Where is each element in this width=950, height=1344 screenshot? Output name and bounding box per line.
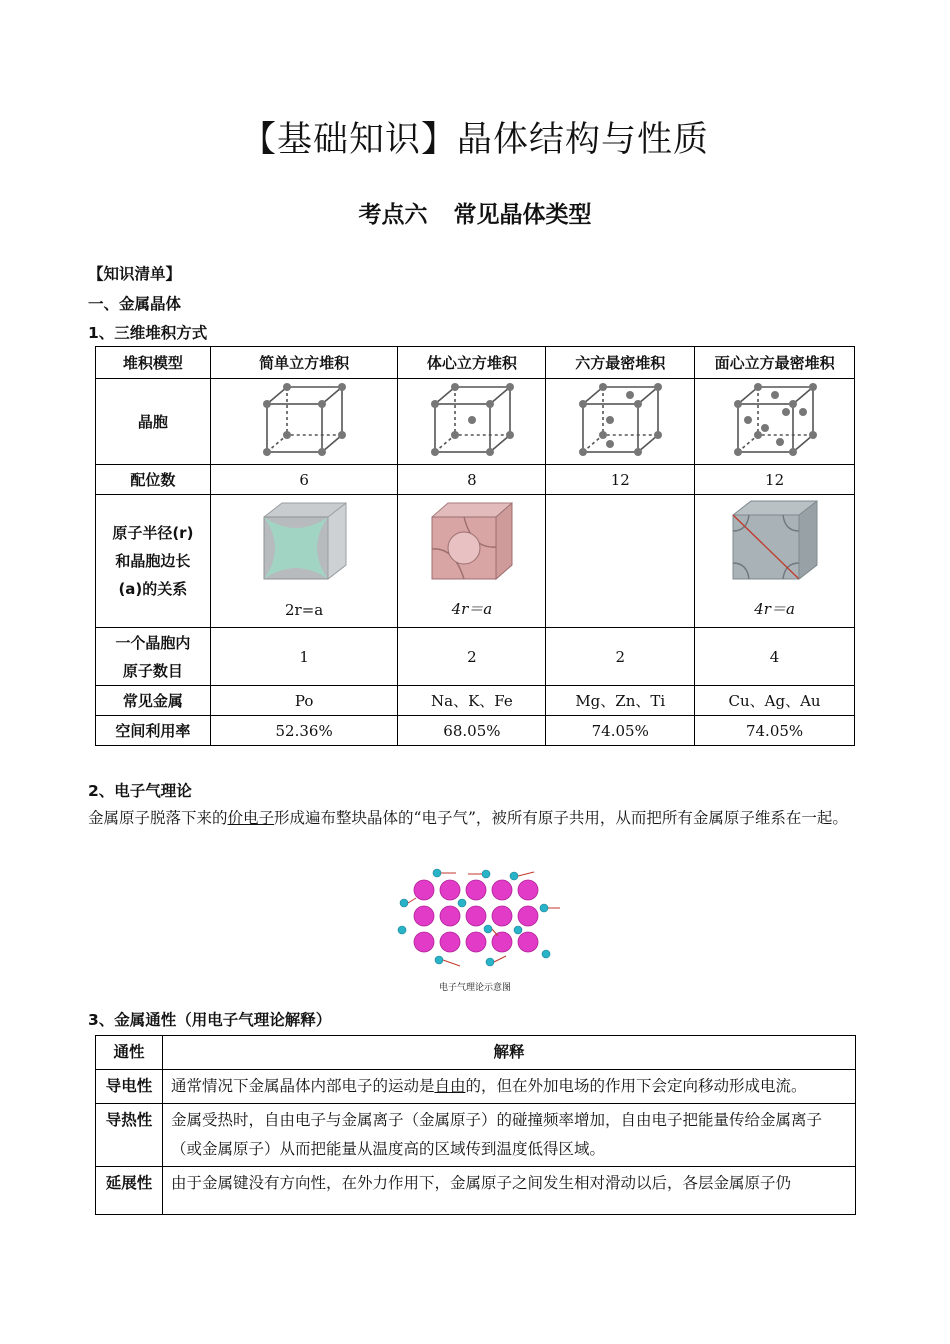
cell-fcc-image bbox=[695, 379, 855, 465]
relation-bcc bbox=[398, 495, 546, 628]
header-fcc: 面心立方最密堆积 bbox=[695, 347, 855, 379]
row-label-space-usage: 空间利用率 bbox=[96, 716, 211, 746]
count-simple-cubic: 1 bbox=[210, 628, 398, 686]
stacking-table bbox=[95, 346, 855, 746]
metal-bcc: Na、K、Fe bbox=[398, 686, 546, 716]
relation-label-line-3: (a)的关系 bbox=[118, 580, 188, 598]
bcc-cell-icon bbox=[427, 382, 517, 458]
relation-simple-cubic bbox=[210, 495, 398, 628]
property-thermal: 导热性 bbox=[96, 1104, 163, 1167]
page-title: 【基础知识】晶体结构与性质 bbox=[240, 120, 709, 160]
header-model: 堆积模型 bbox=[96, 347, 211, 379]
electron-gas-caption: 电子气理论示意图 bbox=[438, 983, 511, 993]
count-label-line-2: 原子数目 bbox=[122, 661, 183, 680]
section-electron-gas: 2、电子气理论 bbox=[88, 782, 192, 800]
electron-gas-text-2: 形成遍布整块晶体的“电子气”，被所有原子共用，从而把所有金属原子维系在一起。 bbox=[274, 809, 848, 827]
count-fcc: 4 bbox=[695, 628, 855, 686]
fcc-packing-model bbox=[727, 499, 823, 583]
metal-hcp: Mg、Zn、Ti bbox=[546, 686, 695, 716]
electron-gas-paragraph bbox=[88, 803, 866, 833]
coord-fcc: 12 bbox=[695, 465, 855, 495]
conductivity-underlined: 自由 bbox=[434, 1077, 466, 1095]
row-label-coordination: 配位数 bbox=[96, 465, 211, 495]
space-bcc: 68.05% bbox=[398, 716, 546, 746]
electron-gas-underlined: 价电子 bbox=[227, 809, 275, 827]
fcc-cell-icon bbox=[730, 382, 820, 458]
row-label-relation bbox=[96, 495, 211, 628]
explanation-thermal: 金属受热时，自由电子与金属离子（金属原子）的碰撞频率增加，自由电子把能量传给金属离子（或金属原子）从而把能量从温度高的区域传到温度低得区域。 bbox=[162, 1104, 855, 1167]
section-subtitle bbox=[0, 196, 950, 229]
header-bcc: 体心立方堆积 bbox=[398, 347, 546, 379]
explanation-ductility: 由于金属键没有方向性，在外力作用下，金属原子之间发生相对滑动以后，各层金属原子仍 bbox=[162, 1167, 855, 1215]
relation-hcp bbox=[546, 495, 695, 628]
property-ductility: 延展性 bbox=[96, 1167, 163, 1215]
conductivity-text-2: 的，但在外加电场的作用下会定向移动形成电流。 bbox=[465, 1077, 807, 1095]
property-conductivity: 导电性 bbox=[96, 1070, 163, 1104]
header-property: 通性 bbox=[96, 1036, 163, 1070]
header-hcp: 六方最密堆积 bbox=[546, 347, 695, 379]
hcp-cell-icon bbox=[575, 382, 665, 458]
space-simple-cubic: 52.36% bbox=[210, 716, 398, 746]
coord-hcp: 12 bbox=[546, 465, 695, 495]
header-explanation: 解释 bbox=[162, 1036, 855, 1070]
section-stacking: 1、三维堆积方式 bbox=[88, 324, 208, 342]
cell-hcp-image bbox=[546, 379, 695, 465]
conductivity-text-1: 通常情况下金属晶体内部电子的运动是 bbox=[170, 1077, 435, 1095]
section-metal-crystal: 一、金属晶体 bbox=[88, 295, 182, 313]
relation-label-line-2: 和晶胞边长 bbox=[115, 552, 191, 570]
explanation-conductivity bbox=[162, 1070, 855, 1104]
metal-fcc: Cu、Ag、Au bbox=[695, 686, 855, 716]
relation-fcc bbox=[695, 495, 855, 628]
row-label-cell: 晶胞 bbox=[96, 379, 211, 465]
electron-gas-text-1: 金属原子脱落下来的 bbox=[88, 809, 228, 827]
count-hcp: 2 bbox=[546, 628, 695, 686]
row-label-atom-count bbox=[96, 628, 211, 686]
space-hcp: 74.05% bbox=[546, 716, 695, 746]
relation-formula-simple-cubic: 2r=a bbox=[285, 601, 324, 619]
metal-simple-cubic: Po bbox=[210, 686, 398, 716]
cell-simple-cubic-image bbox=[210, 379, 398, 465]
properties-table bbox=[95, 1035, 856, 1215]
section-metal-properties: 3、金属通性（用电子气理论解释） bbox=[88, 1011, 332, 1029]
coord-bcc: 8 bbox=[398, 465, 546, 495]
relation-label-line-1: 原子半径(r) bbox=[112, 524, 194, 542]
count-label-line-1: 一个晶胞内 bbox=[115, 633, 191, 652]
cell-bcc-image bbox=[398, 379, 546, 465]
knowledge-list-heading: 【知识清单】 bbox=[88, 265, 182, 283]
header-simple-cubic: 简单立方堆积 bbox=[210, 347, 398, 379]
count-bcc: 2 bbox=[398, 628, 546, 686]
subtitle-text: 常见晶体类型 bbox=[453, 202, 592, 228]
subtitle-label: 考点六 bbox=[358, 202, 428, 228]
relation-formula-fcc: 4r＝a bbox=[754, 600, 795, 618]
row-label-metals: 常见金属 bbox=[96, 686, 211, 716]
simple-cubic-packing-model bbox=[256, 499, 352, 583]
simple-cubic-cell-icon bbox=[259, 382, 349, 458]
bcc-packing-model bbox=[424, 499, 520, 583]
coord-simple-cubic: 6 bbox=[210, 465, 398, 495]
relation-formula-bcc: 4r＝a bbox=[451, 600, 493, 618]
electron-gas-diagram bbox=[394, 868, 564, 980]
space-fcc: 74.05% bbox=[695, 716, 855, 746]
